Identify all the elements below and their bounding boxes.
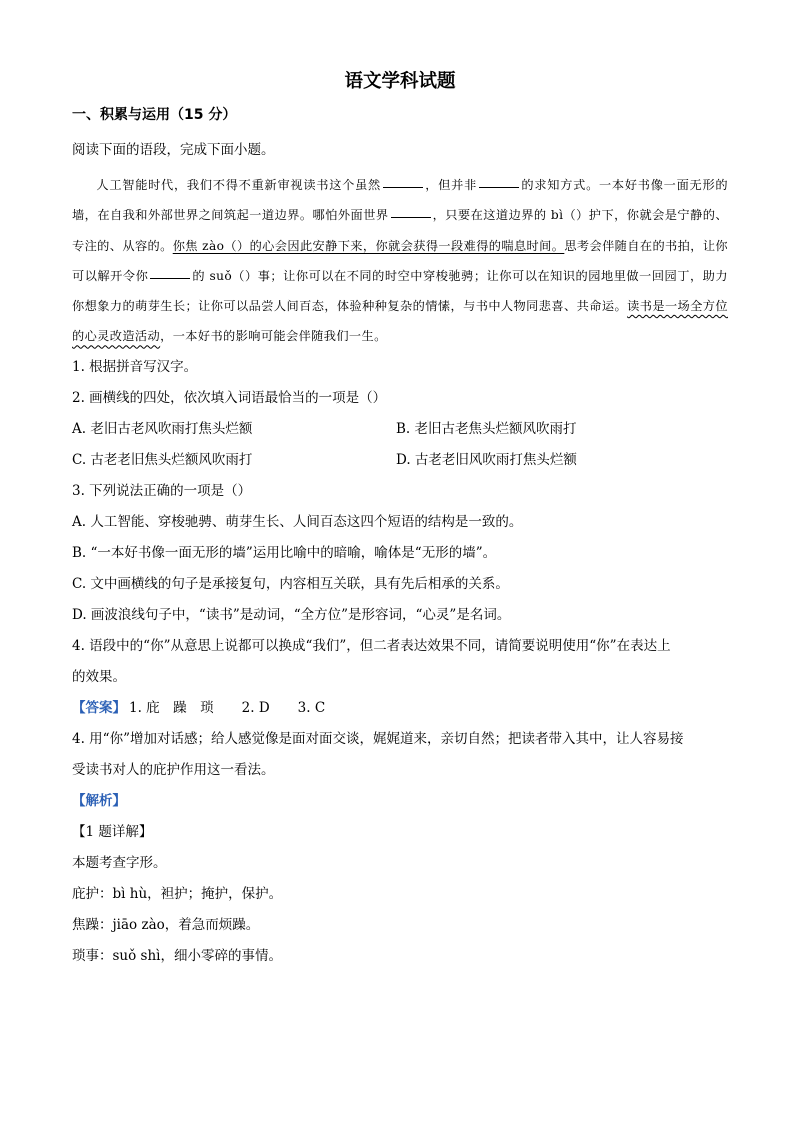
question-4-line-1: 4. 语段中的“你”从意思上说都可以换成“我们”，但二者表达效果不同，请简要说明使用“你”在表达上 bbox=[72, 637, 671, 654]
analysis-heading bbox=[72, 786, 728, 817]
answer-3: 3. C bbox=[297, 699, 326, 716]
underlined-sentence: 你焦 zào（）的心会因此安静下来，你就会获得一段难得的喘息时间。 bbox=[172, 238, 565, 253]
question-3: 3. 下列说法正确的一项是（） bbox=[72, 482, 252, 499]
fill-blank-2 bbox=[479, 186, 519, 188]
passage-text-2: ，但并非 bbox=[424, 178, 478, 192]
passage-text-1: 人工智能时代，我们不得不重新审视读书这个虽然 bbox=[96, 178, 381, 192]
reading-passage bbox=[72, 170, 728, 352]
question-3-option-c: C. 文中画横线的句子是承接复句，内容相互关联，具有先后相承的关系。 bbox=[72, 575, 509, 592]
question-2-option-b: B. 老旧古老焦头烂额风吹雨打 bbox=[396, 420, 577, 437]
answer-4-line-2: 受读书对人的庇护作用这一看法。 bbox=[72, 761, 275, 778]
question-2-option-d: D. 古老老旧风吹雨打焦头烂额 bbox=[396, 451, 577, 468]
answer-line bbox=[72, 693, 728, 724]
passage-text-6: 思考会伴随自在的书拍，让你可以解开令你 bbox=[72, 238, 728, 283]
document-title: 语文学科试题 bbox=[344, 71, 456, 92]
answer-1: 1. 庇 躁 琐 bbox=[129, 699, 214, 716]
question-3-option-d: D. 画波浪线句子中，“读书”是动词，“全方位”是形容词，“心灵”是名词。 bbox=[72, 606, 511, 623]
answer-2: 2. D bbox=[241, 699, 270, 716]
question-2-options-row-2 bbox=[72, 445, 728, 476]
fill-blank-4 bbox=[150, 277, 190, 279]
detail-item-jiaozao: 焦躁：jiāo zào，着急而烦躁。 bbox=[72, 916, 260, 933]
question-3-option-b: B. “一本好书像一面无形的墙”运用比喻中的暗喻，喻体是“无形的墙”。 bbox=[72, 544, 497, 561]
reading-instruction: 阅读下面的语段，完成下面小题。 bbox=[72, 142, 275, 158]
fill-blank-1 bbox=[383, 186, 423, 188]
question-2-option-c: C. 古老老旧焦头烂额风吹雨打 bbox=[72, 451, 253, 468]
detail-item-bihu: 庇护：bì hù，袒护；掩护，保护。 bbox=[72, 885, 283, 902]
passage-text-3: 的求知方式。一本好书像一面无形的墙，在自我和外部世界之间筑起一道边界。哪怕外面世界 bbox=[72, 178, 728, 223]
answer-4-line-1: 4. 用“你”增加对话感；给人感觉像是面对面交谈，娓娓道来，亲切自然；把读者带入其中，让人容易接 bbox=[72, 730, 684, 747]
analysis-tag: 【解析】 bbox=[72, 792, 126, 809]
detail-intro: 本题考查字形。 bbox=[72, 854, 167, 871]
question-2-options-row-1 bbox=[72, 414, 728, 445]
answer-tag: 【答案】 bbox=[72, 699, 126, 716]
wavy-underlined-sentence: 读书是一场全方位的心灵改造活动 bbox=[72, 299, 728, 344]
passage-text-4: ，只要在这道边界的 bì（）护下，你就会是宁静的、专注的、从容的。 bbox=[72, 208, 728, 253]
passage-paragraph bbox=[72, 170, 728, 352]
question-2: 2. 画横线的四处，依次填入词语最恰当的一项是（） bbox=[72, 389, 387, 406]
fill-blank-3 bbox=[391, 216, 431, 218]
section-heading: 一、积累与运用（15 分） bbox=[72, 107, 237, 123]
detail-item-suoshi: 琐事：suǒ shì，细小零碎的事情。 bbox=[72, 947, 282, 964]
passage-text-9: ，一本好书的影响可能会伴随我们一生。 bbox=[160, 329, 387, 344]
passage-text-7: 的 suǒ（）事；让你可以在不同的时空中穿梭驰骋；让你可以在知识的园地里做一回园丁，助力你想象力的萌芽生长；让你可以品尝人间百态，体验种种复杂的情愫，与书中人物同悲喜、共命运。 bbox=[72, 268, 728, 314]
analysis-details bbox=[72, 817, 728, 972]
question-1: 1. 根据拼音写汉字。 bbox=[72, 358, 198, 375]
detail-heading: 【1 题详解】 bbox=[72, 823, 153, 840]
exam-page bbox=[72, 62, 728, 972]
question-3-option-a: A. 人工智能、穿梭驰骋、萌芽生长、人间百态这四个短语的结构是一致的。 bbox=[72, 513, 523, 530]
question-2-option-a: A. 老旧古老风吹雨打焦头烂额 bbox=[72, 420, 253, 437]
question-4-line-2: 的效果。 bbox=[72, 668, 126, 685]
